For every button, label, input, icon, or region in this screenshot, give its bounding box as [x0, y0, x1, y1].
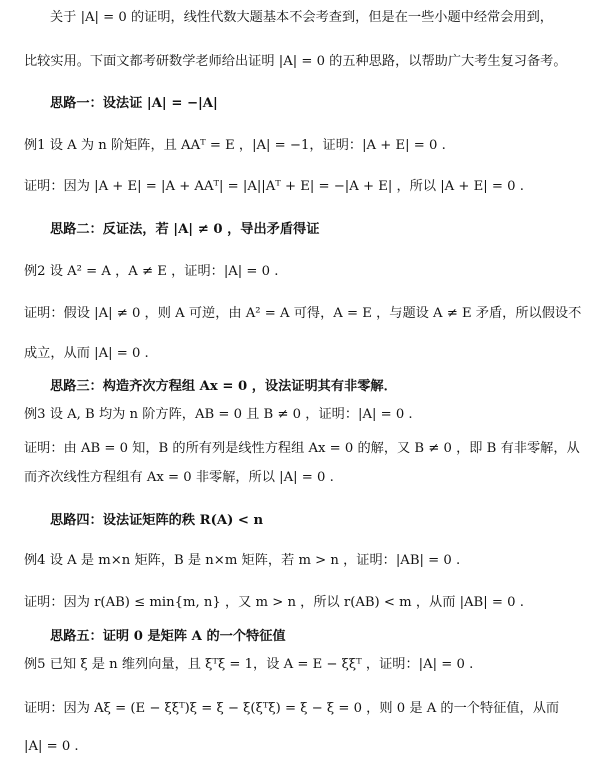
idea-1-heading: 思路一：设法证 |A| = −|A| [50, 96, 218, 111]
idea-5-heading: 思路五：证明 0 是矩阵 A 的一个特征值 [50, 629, 286, 644]
example-1: 例1 设 A 为 n 阶矩阵，且 AAᵀ = E ，|A| = −1，证明：|A + E| = 0 . [24, 138, 446, 153]
idea-2-heading: 思路二：反证法，若 |A| ≠ 0 ，导出矛盾得证 [50, 222, 320, 237]
intro-line-2: 比较实用。下面文都考研数学老师给出证明 |A| = 0 的五种思路，以帮助广大考生复习备考。 [24, 54, 567, 69]
proof-3-line-2: 而齐次线性方程组有 Ax = 0 非零解，所以 |A| = 0 . [24, 470, 334, 485]
example-3: 例3 设 A, B 均为 n 阶方阵，AB = 0 且 B ≠ 0 ，证明：|A| = 0 . [24, 407, 413, 422]
proof-3-line-1: 证明：由 AB = 0 知，B 的所有列是线性方程组 Ax = 0 的解，又 B ≠ 0 ，即 B 有非零解，从 [24, 441, 580, 456]
proof-1: 证明：因为 |A + E| = |A + AAᵀ| = |A||Aᵀ + E| = −|A + E| ，所以 |A + E| = 0 . [24, 179, 524, 194]
example-2: 例2 设 A² = A ，A ≠ E ，证明：|A| = 0 . [24, 264, 279, 279]
proof-5-line-1: 证明：因为 Aξ = (E − ξξᵀ)ξ = ξ − ξ(ξᵀξ) = ξ − ξ = 0 ，则 0 是 A 的一个特征值，从而 [24, 701, 560, 716]
proof-2-line-1: 证明：假设 |A| ≠ 0 ，则 A 可逆，由 A² = A 可得，A = E ，与题设 A ≠ E 矛盾，所以假设不 [24, 306, 582, 321]
proof-2-line-2: 成立，从而 |A| = 0 . [24, 346, 149, 361]
intro-line-1: 关于 |A| = 0 的证明，线性代数大题基本不会考查到，但是在一些小题中经常会用到， [50, 10, 553, 25]
example-4: 例4 设 A 是 m×n 矩阵，B 是 n×m 矩阵，若 m > n ，证明：|AB| = 0 . [24, 553, 461, 568]
idea-3-heading: 思路三：构造齐次方程组 Ax = 0 ，设法证明其有非零解． [50, 379, 397, 394]
proof-4: 证明：因为 r(AB) ≤ min{m, n} ，又 m > n ，所以 r(AB) < m ，从而 |AB| = 0 . [24, 595, 524, 610]
proof-5-line-2: |A| = 0 . [24, 739, 79, 754]
example-5: 例5 已知 ξ 是 n 维列向量，且 ξᵀξ = 1，设 A = E − ξξᵀ ，证明：|A| = 0 . [24, 657, 474, 672]
idea-4-heading: 思路四：设法证矩阵的秩 R(A) < n [50, 513, 264, 528]
